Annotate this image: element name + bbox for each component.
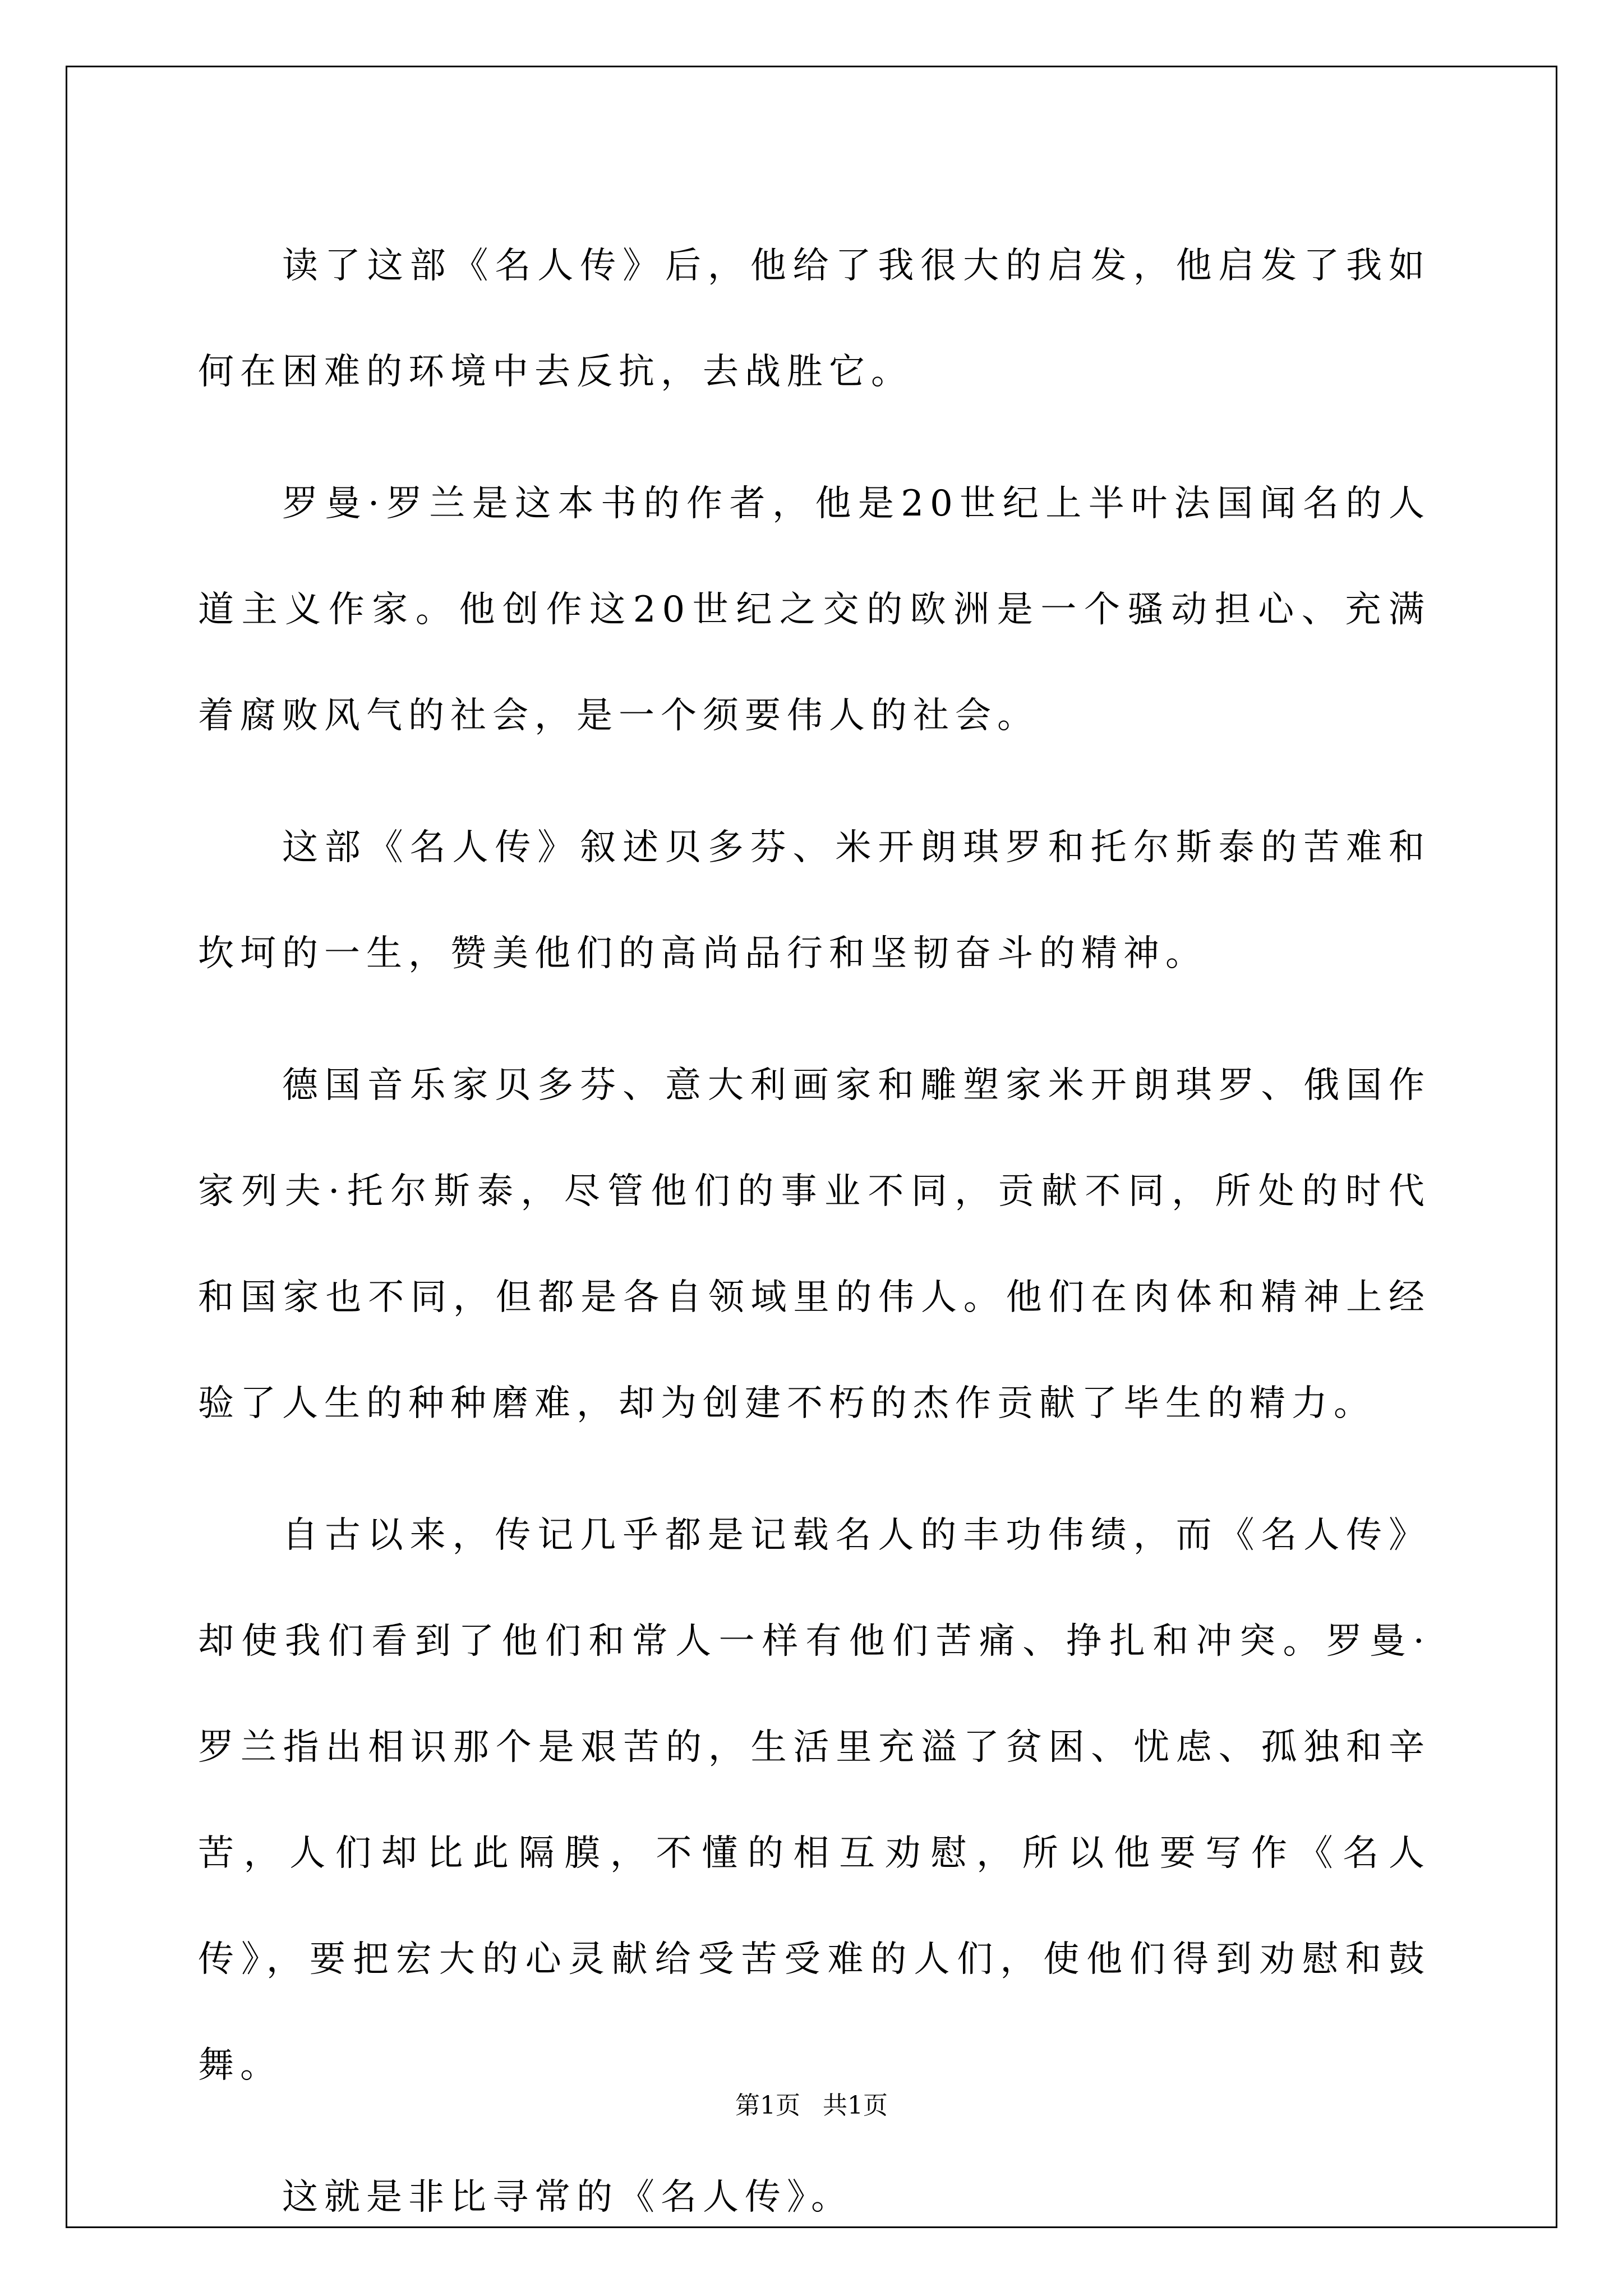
page-number-current: 第1页 (735, 2091, 800, 2120)
paragraph: 这就是非比寻常的《名人传》。 (282, 2177, 853, 2218)
page-footer (0, 2089, 1623, 2123)
paragraph: 德国音乐家贝多芬、意大利画家和雕塑家米开朗琪罗、俄国作家列夫·托尔斯泰，尽管他们的事业不同，贡献不同，所处的时代和国家也不同，但都是各自领域里的伟人。他们在肉体和精神上经验了人生的种种磨难，却为创建不朽的杰作贡献了毕生的精力。 (198, 1065, 1431, 1424)
paragraph: 自古以来，传记几乎都是记载名人的丰功伟绩，而《名人传》却使我们看到了他们和常人一样有他们苦痛、挣扎和冲突。罗曼·罗兰指出相识那个是艰苦的，生活里充溢了贫困、忧虑、孤独和辛苦，人们却比此隔膜，不懂的相互劝慰，所以他要写作《名人传》，要把宏大的心灵献给受苦受难的人们，使他们得到劝慰和鼓舞。 (198, 1515, 1431, 2086)
paragraph: 这部《名人传》叙述贝多芬、米开朗琪罗和托尔斯泰的苦难和坎坷的一生，赞美他们的高尚品行和坚韧奋斗的精神。 (198, 827, 1431, 974)
document-body (198, 213, 1431, 2276)
page-number-total: 共1页 (823, 2091, 888, 2120)
paragraph: 读了这部《名人传》后，他给了我很大的启发，他启发了我如何在困难的环境中去反抗，去战胜它。 (198, 245, 1431, 393)
paragraph: 罗曼·罗兰是这本书的作者，他是20世纪上半叶法国闻名的人道主义作家。他创作这20世纪之交的欧洲是一个骚动担心、充满着腐败风气的社会，是一个须要伟人的社会。 (198, 483, 1431, 737)
